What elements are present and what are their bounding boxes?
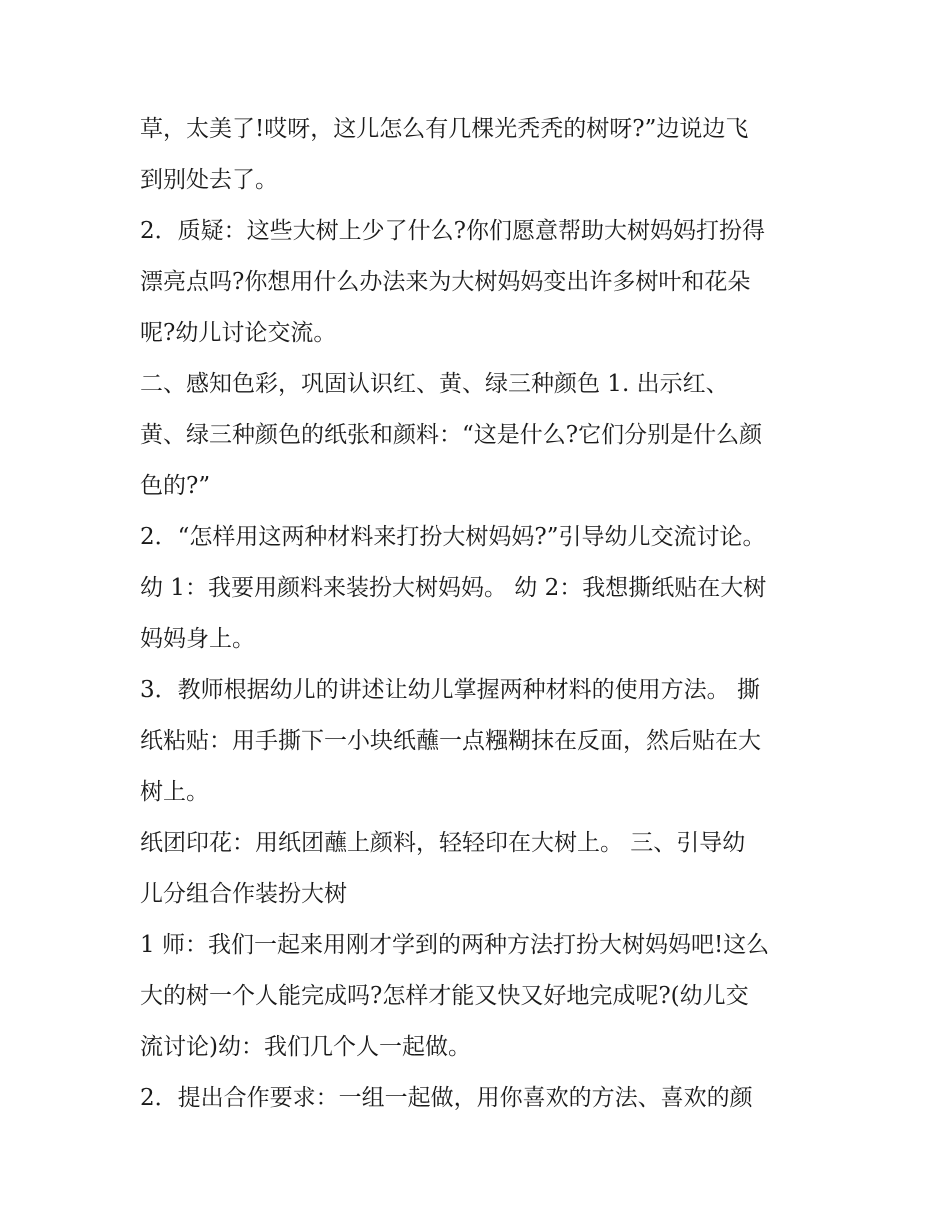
text-line: 1 师：我们一起来用刚才学到的两种方法打扮大树妈妈吧!这么 <box>140 932 770 958</box>
document-body <box>140 104 820 1124</box>
text-line: 漂亮点吗?你想用什么办法来为大树妈妈变出许多树叶和花朵 <box>140 269 751 295</box>
text-line: 色的?” <box>140 473 211 499</box>
text-line: 树上。 <box>140 779 209 805</box>
text-line: 妈妈身上。 <box>140 626 255 652</box>
text-line: 草，太美了!哎呀，这儿怎么有几棵光秃秃的树呀?”边说边飞 <box>140 116 749 142</box>
text-line: 纸团印花：用纸团蘸上颜料，轻轻印在大树上。 三、引导幼 <box>140 830 746 856</box>
text-line: 2．“怎样用这两种材料来打扮大树妈妈?”引导幼儿交流讨论。 <box>140 524 766 550</box>
text-line: 大的树一个人能完成吗?怎样才能又快又好地完成呢?(幼儿交 <box>140 983 749 1009</box>
text-line: 幼 1：我要用颜料来装扮大树妈妈。 幼 2：我想撕纸贴在大树 <box>140 575 767 601</box>
text-line: 黄、绿三种颜色的纸张和颜料：“这是什么?它们分别是什么颜 <box>140 422 763 448</box>
text-line: 二、感知色彩，巩固认识红、黄、绿三种颜色 1. 出示红、 <box>140 371 729 397</box>
text-line: 纸粘贴：用手撕下一小块纸蘸一点糨糊抹在反面，然后贴在大 <box>140 728 761 754</box>
text-line: 呢?幼儿讨论交流。 <box>140 320 337 346</box>
text-line: 儿分组合作装扮大树 <box>140 881 347 907</box>
text-line: 流讨论)幼：我们几个人一起做。 <box>140 1034 471 1060</box>
text-line: 到别处去了。 <box>140 167 278 193</box>
text-line: 2．质疑：这些大树上少了什么?你们愿意帮助大树妈妈打扮得 <box>140 218 765 244</box>
text-line: 2．提出合作要求：一组一起做，用你喜欢的方法、喜欢的颜 <box>140 1085 753 1111</box>
text-line: 3．教师根据幼儿的讲述让幼儿掌握两种材料的使用方法。 撕 <box>140 677 760 703</box>
